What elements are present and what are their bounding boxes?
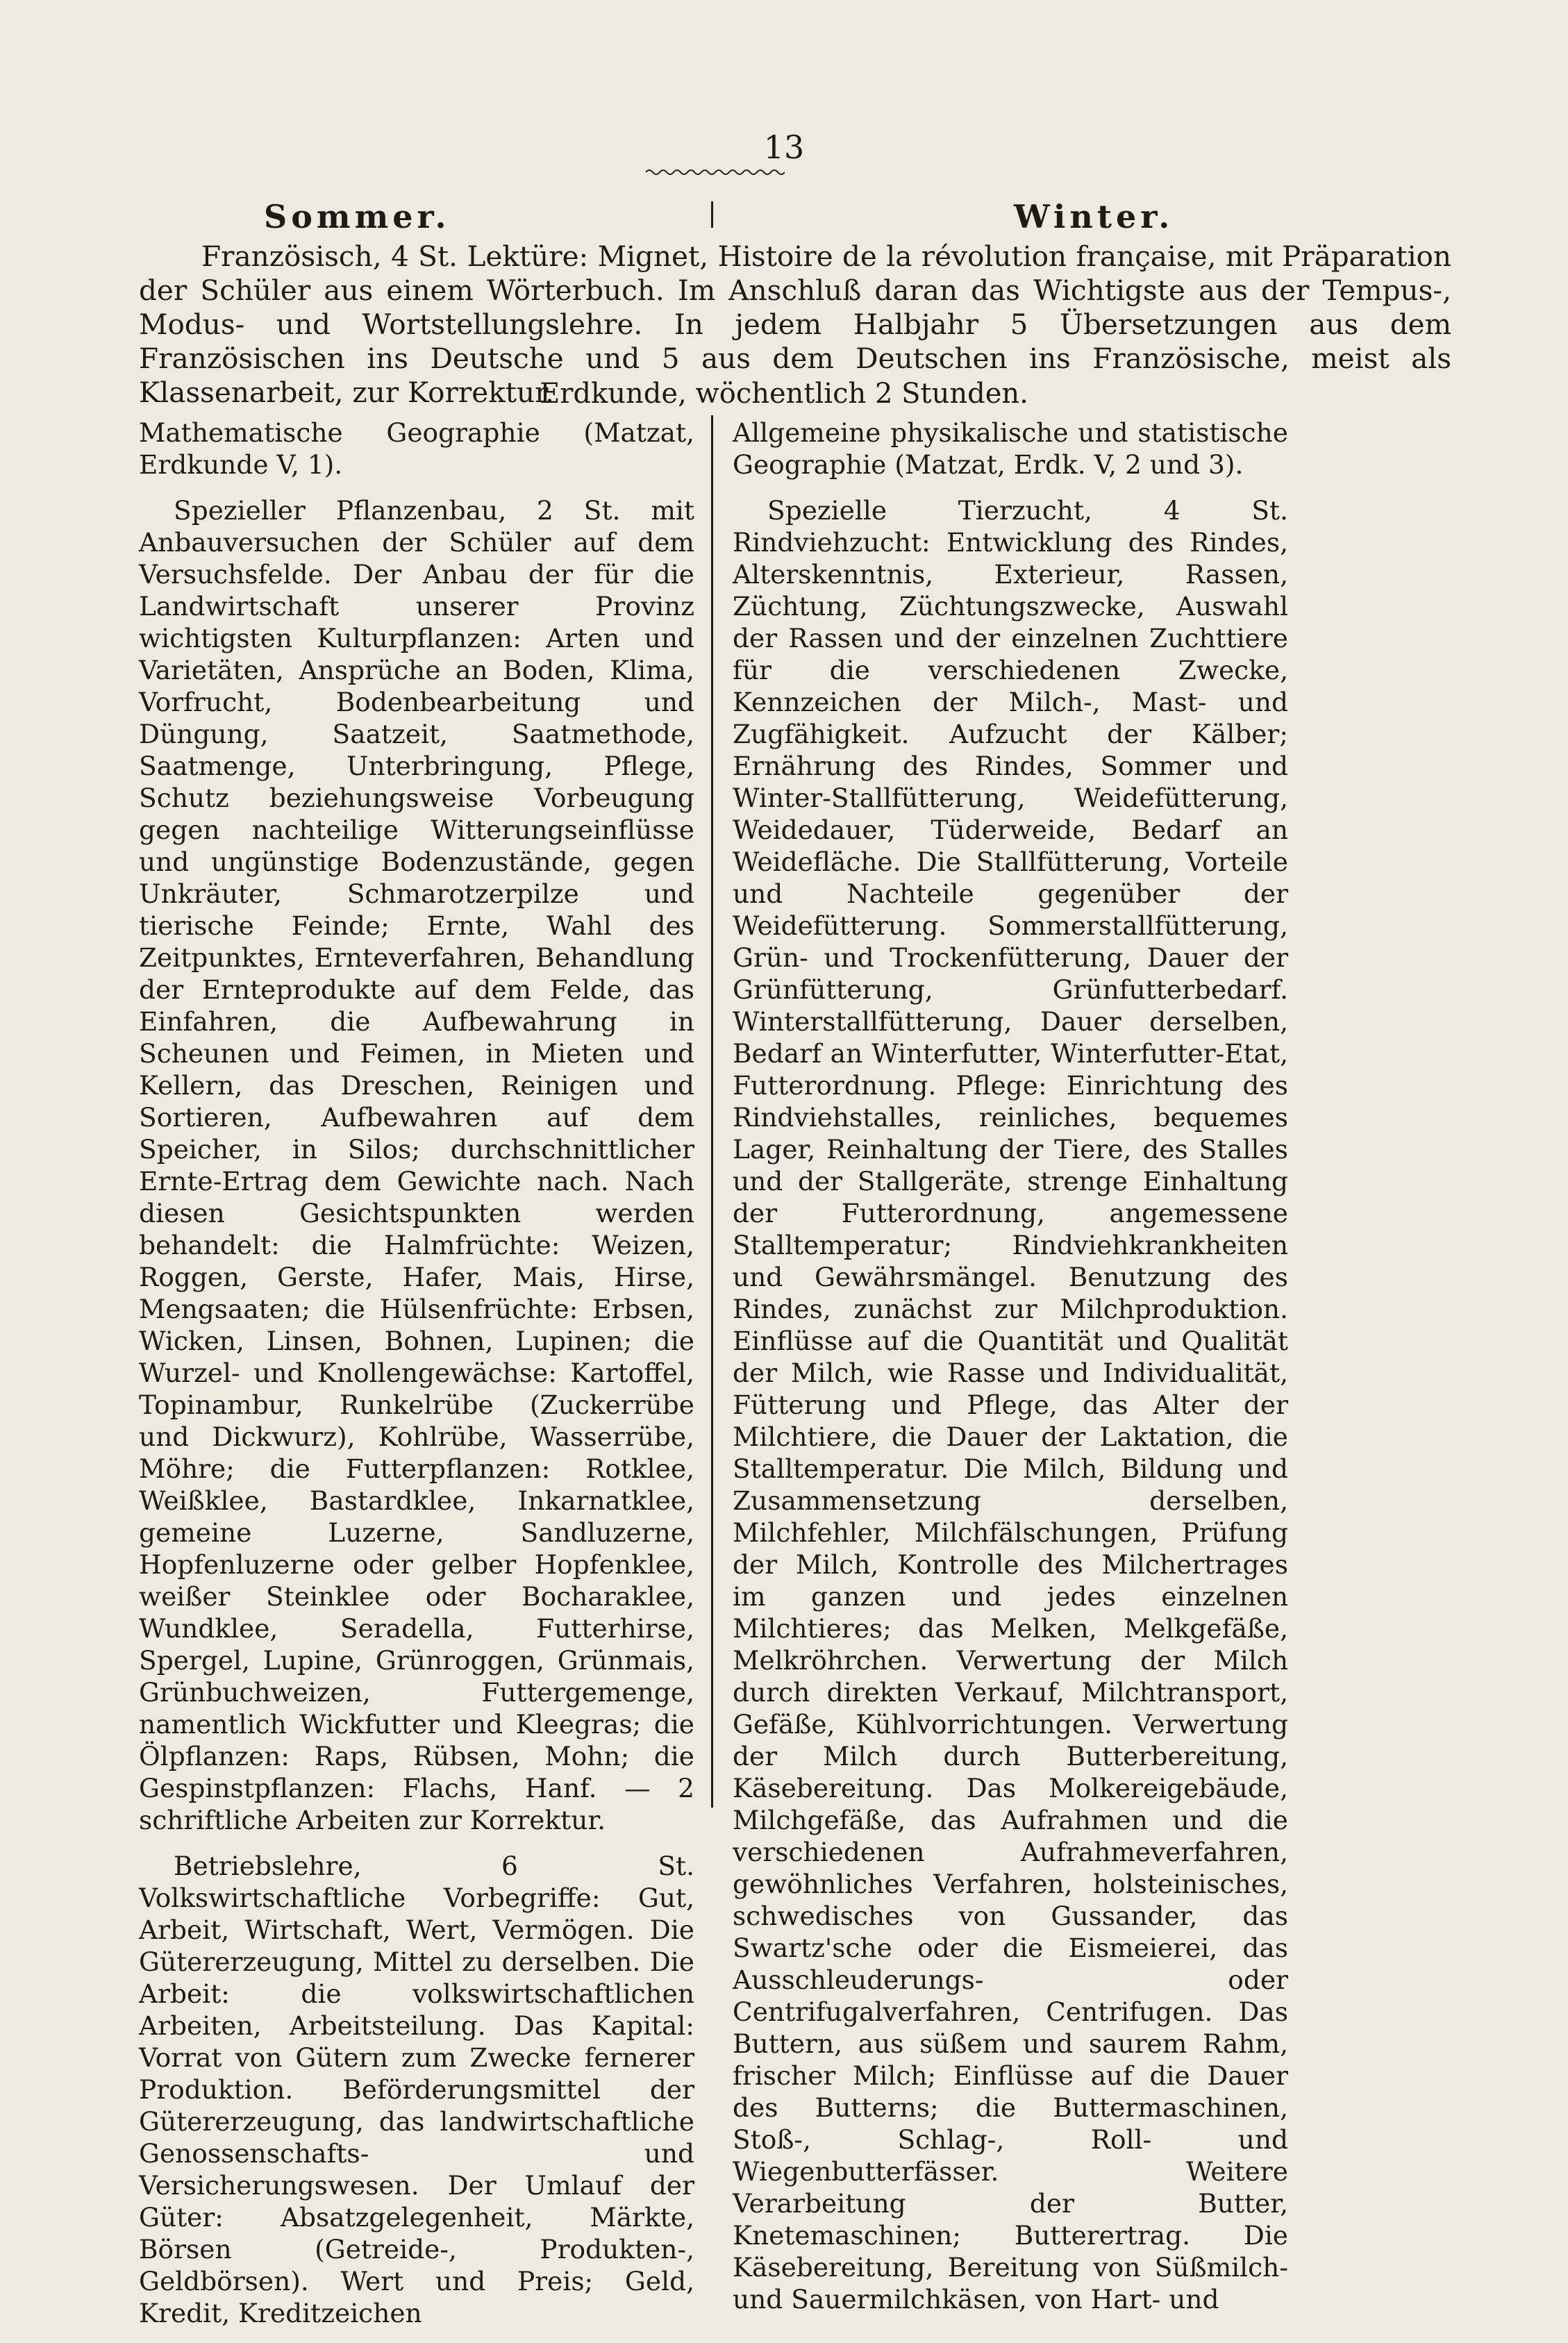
column-heading-summer: Sommer. (264, 198, 451, 235)
column-divider-top (711, 201, 713, 228)
column-divider (711, 415, 713, 1808)
french-paragraph: Französisch, 4 St. Lektüre: Mignet, Histoire de la révolution française, mit Präparation der Schüler aus einem Wörterbuch. Im Anschluß daran das Wichtigste aus der Tempus-, Modus- und Wortstellungslehre. In jedem Halbjahr 5 Übersetzungen aus dem Französischen ins Deutsche und 5 aus dem Deutschen ins Französische, meist als Klassenarbeit, zur Korrektur. (139, 240, 1451, 409)
column-heading-winter: Winter. (1014, 198, 1174, 235)
right-paragraph: Allgemeine physikalische und statistische Geographie (Matzat, Erdk. V, 2 und 3). (733, 417, 1288, 480)
page-number: 13 (763, 128, 805, 166)
ornament-wave (646, 165, 785, 179)
left-paragraph: Betriebslehre, 6 St. Volkswirtschaftliche Vorbegriffe: Gut, Arbeit, Wirtschaft, Wert, Vermögen. Die Gütererzeugung, Mittel zu derselben. Die Arbeit: die volkswirtschaftlichen Arbeiten, Arbeitsteilung. Das Kapital: Vorrat von Gütern zum Zwecke fernerer Produktion. Beförderungsmittel der Gütererzeugung, das landwirtschaftliche Genossenschafts- und Versicherungswesen. Der Umlauf der Güter: Absatzgelegenheit, Märkte, Börsen (Getreide-, Produkten-, Geldbörsen). Wert und Preis; Geld, Kredit, Kreditzeichen (139, 1851, 694, 2328)
left-paragraph: Mathematische Geographie (Matzat, Erdkunde V, 1). (139, 417, 694, 480)
right-column (733, 417, 1288, 2329)
left-column (139, 417, 694, 2343)
section-heading: Erdkunde, wöchentlich 2 Stunden. (540, 378, 1028, 410)
right-paragraph: Spezielle Tierzucht, 4 St. Rindviehzucht: Entwicklung des Rindes, Alterskenntnis, Exterieur, Rassen, Züchtung, Züchtungszwecke, Auswahl der Rassen und der einzelnen Zuchttiere für die verschiedenen Zwecke, Kennzeichen der Milch-, Mast- und Zugfähigkeit. Aufzucht der Kälber; Ernährung des Rindes, Sommer und Winter-Stallfütterung, Weidefütterung, Weidedauer, Tüderweide, Bedarf an Weidefläche. Die Stallfütterung, Vorteile und Nachteile gegenüber der Weidefütterung. Sommerstallfütterung, Grün- und Trockenfütterung, Dauer der Grünfütterung, Grünfutterbedarf. Winterstallfütterung, Dauer derselben, Bedarf an Winterfutter, Winterfutter-Etat, Futterordnung. Pflege: Einrichtung des Rindviehstalles, reinliches, bequemes Lager, Reinhaltung der Tiere, des Stalles und der Stallgeräte, strenge Einhaltung der Futterordnung, angemessene Stalltemperatur; Rindviehkrankheiten und Gewährsmängel. Benutzung des Rindes, zunächst zur Milchproduktion. Einflüsse auf die Quantität und Qualität der Milch, wie Rasse und Individualität, Fütterung und Pflege, das Alter der Milchtiere, die Dauer der Laktation, die Stalltemperatur. Die Milch, Bildung und Zusammensetzung derselben, Milchfehler, Milchfälschungen, Prüfung der Milch, Kontrolle des Milchertrages im ganzen und jedes einzelnen Milchtieres; das Melken, Melkgefäße, Melkröhrchen. Verwertung der Milch durch direkten Verkauf, Milchtransport, Gefäße, Kühlvorrichtungen. Verwertung der Milch durch Butterbereitung, Käsebereitung. Das Molkereigebäude, Milchgefäße, das Aufrahmen und die verschiedenen Aufrahmeverfahren, gewöhnliches Verfahren, holsteinisches, schwedisches von Gussander, das Swartz'sche oder die Eismeierei, das Ausschleuderungs- oder Centrifugalverfahren, Centrifugen. Das Buttern, aus süßem und saurem Rahm, frischer Milch; Einflüsse auf die Dauer des Butterns; die Buttermaschinen, Stoß-, Schlag-, Roll- und Wiegenbutterfässer. Weitere Verarbeitung der Butter, Knetemaschinen; Butterertrag. Die Käsebereitung, Bereitung von Süßmilch- und Sauermilchkäsen, von Hart- und (733, 495, 1288, 2315)
left-paragraph: Spezieller Pflanzenbau, 2 St. mit Anbauversuchen der Schüler auf dem Versuchsfelde. Der Anbau der für die Landwirtschaft unserer Provinz wichtigsten Kulturpflanzen: Arten und Varietäten, Ansprüche an Boden, Klima, Vorfrucht, Bodenbearbeitung und Düngung, Saatzeit, Saatmethode, Saatmenge, Unterbringung, Pflege, Schutz beziehungsweise Vorbeugung gegen nachteilige Witterungseinflüsse und ungünstige Bodenzustände, gegen Unkräuter, Schmarotzerpilze und tierische Feinde; Ernte, Wahl des Zeitpunktes, Ernteverfahren, Behandlung der Ernteprodukte auf dem Felde, das Einfahren, die Aufbewahrung in Scheunen und Feimen, in Mieten und Kellern, das Dreschen, Reinigen und Sortieren, Aufbewahren auf dem Speicher, in Silos; durchschnittlicher Ernte-Ertrag dem Gewichte nach. Nach diesen Gesichtspunkten werden behandelt: die Halmfrüchte: Weizen, Roggen, Gerste, Hafer, Mais, Hirse, Mengsaaten; die Hülsenfrüchte: Erbsen, Wicken, Linsen, Bohnen, Lupinen; die Wurzel- und Knollengewächse: Kartoffel, Topinambur, Runkelrübe (Zuckerrübe und Dickwurz), Kohlrübe, Wasserrübe, Möhre; die Futterpflanzen: Rotklee, Weißklee, Bastardklee, Inkarnatklee, gemeine Luzerne, Sandluzerne, Hopfenluzerne oder gelber Hopfenklee, weißer Steinklee oder Bocharaklee, Wundklee, Seradella, Futterhirse, Spergel, Lupine, Grünroggen, Grünmais, Grünbuchweizen, Futtergemenge, namentlich Wickfutter und Kleegras; die Ölpflanzen: Raps, Rübsen, Mohn; die Gespinstpflanzen: Flachs, Hanf. — 2 schriftliche Arbeiten zur Korrektur. (139, 495, 694, 1835)
